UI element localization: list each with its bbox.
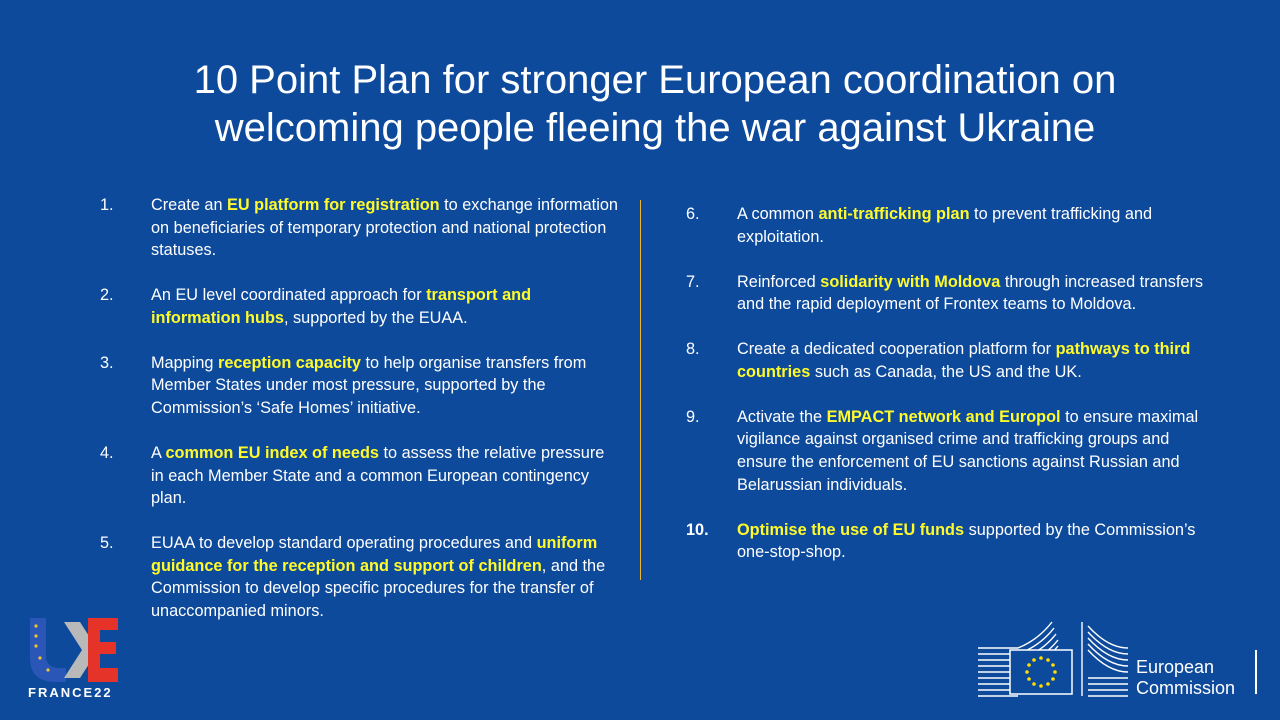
- plan-item-6: [686, 203, 1206, 248]
- item-highlight: EU platform for registration: [227, 196, 440, 214]
- item-highlight: anti-trafficking plan: [818, 205, 970, 223]
- item-number: 8.: [686, 340, 700, 359]
- item-text: Activate the: [737, 407, 827, 426]
- ec-line-2: Commission: [1136, 678, 1236, 698]
- item-highlight: common EU index of needs: [165, 443, 379, 462]
- ec-divider-bar: [1255, 650, 1257, 694]
- page-title: [60, 56, 1250, 152]
- plan-item-8: [686, 338, 1206, 383]
- item-text: to assess the relative pressure in each Member State and a common European contingency plan.: [151, 443, 605, 508]
- item-highlight: EMPACT network and Europol: [826, 407, 1061, 426]
- item-text: Create a dedicated cooperation platform for: [737, 340, 1056, 359]
- item-text: such as Canada, the US and the UK.: [810, 362, 1082, 381]
- item-number: 5.: [100, 534, 114, 553]
- item-number: 2.: [100, 286, 114, 305]
- title-line-2: welcoming people fleeing the war against Ukraine: [214, 106, 1096, 150]
- item-text: through increased transfers and the rapid deployment of Frontex teams to Moldova.: [737, 272, 1204, 314]
- item-text: to prevent trafficking and exploitation.: [737, 205, 1153, 246]
- plan-list-left: [100, 194, 620, 645]
- item-text: EUAA to develop standard operating procedures and: [151, 534, 537, 553]
- item-text: to ensure maximal vigilance against organised crime and trafficking groups and ensure the enforcement of EU sanctions against Russian and Belarussian individuals.: [737, 407, 1199, 494]
- item-text: Reinforced: [737, 272, 821, 291]
- item-number: 9.: [686, 407, 700, 426]
- item-text: A: [151, 443, 166, 462]
- plan-item-1: [100, 194, 620, 262]
- item-text: , and the Commission to develop specific procedures for the transfer of unaccompanied minors.: [151, 556, 606, 620]
- plan-item-5: [100, 532, 620, 622]
- item-highlight: pathways to third countries: [737, 340, 1191, 381]
- plan-item-4: [100, 442, 620, 510]
- plan-item-2: [100, 284, 620, 329]
- plan-item-7: [686, 271, 1206, 316]
- item-text: An EU level coordinated approach for: [151, 286, 427, 305]
- item-number: 4.: [100, 443, 114, 462]
- item-number: 10.: [686, 520, 709, 539]
- plan-item-9: [686, 406, 1206, 496]
- item-highlight: transport and information hubs: [151, 286, 532, 327]
- item-text: to help organise transfers from Member States under most pressure, supported by the Commission’s ‘Safe Homes’ initiative.: [151, 353, 587, 417]
- item-number: 7.: [686, 272, 700, 291]
- item-number: 3.: [100, 353, 114, 372]
- item-text: A common: [737, 205, 819, 223]
- item-number: 6.: [686, 205, 700, 223]
- item-highlight: reception capacity: [217, 353, 361, 372]
- france-logo-text: FRANCE22: [28, 685, 113, 700]
- ec-line-1: European: [1136, 657, 1215, 677]
- item-text: to exchange information on beneficiaries of temporary protection and national protection statuses.: [151, 196, 618, 260]
- european-commission-wordmark: [1136, 657, 1235, 699]
- item-text: , supported by the EUAA.: [283, 308, 468, 327]
- item-highlight: solidarity with Moldova: [820, 272, 1001, 291]
- plan-item-3: [100, 352, 620, 420]
- item-highlight: uniform guidance for the reception and support of children: [151, 534, 598, 575]
- item-highlight: Optimise the use of EU funds: [737, 520, 965, 539]
- title-line-1: 10 Point Plan for stronger European coordination on: [193, 58, 1117, 102]
- plan-list-right: [686, 203, 1206, 586]
- item-number: 1.: [100, 196, 114, 214]
- item-text: supported by the Commission’s one-stop-shop.: [737, 520, 1196, 562]
- item-text: Mapping: [151, 353, 218, 372]
- plan-item-10: [686, 519, 1206, 564]
- column-divider: [640, 200, 641, 580]
- item-text: Create an: [151, 196, 228, 214]
